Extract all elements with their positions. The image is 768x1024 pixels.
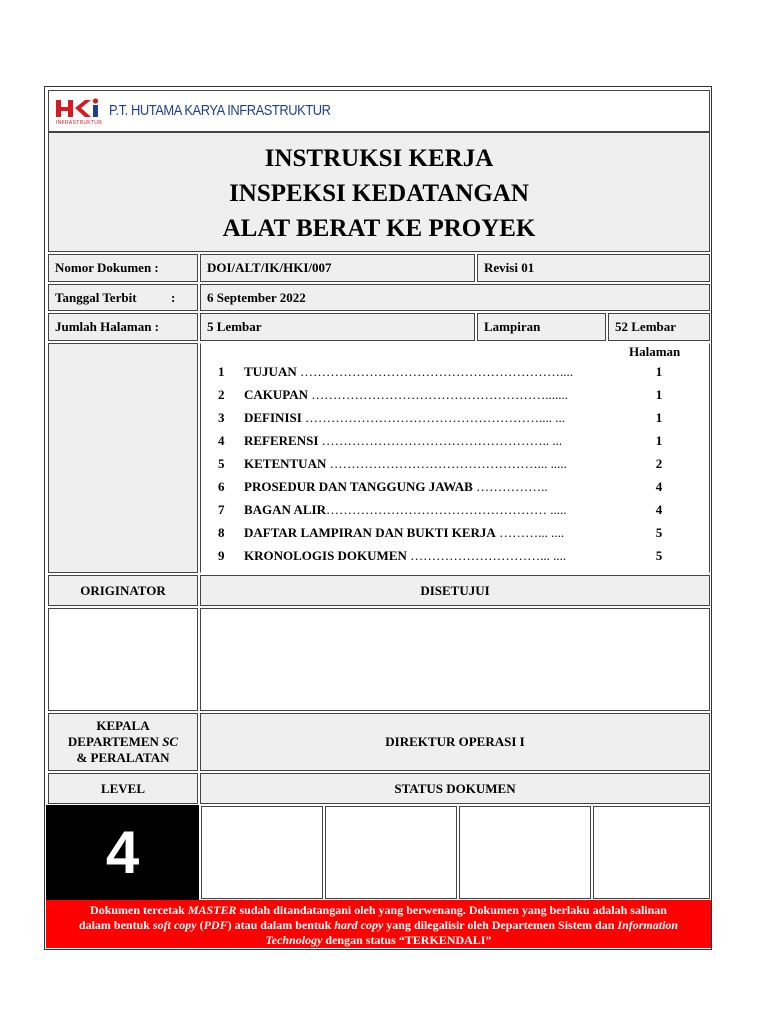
level-value-box [46,805,199,900]
disetujui-header: DISETUJUI [200,575,710,606]
toc-item-number: 1 [218,364,225,379]
toc-item-page: 4 [655,479,663,494]
toc-item-leader: …………….. [472,479,548,494]
revisi-value: Revisi 01 [477,254,710,282]
toc-item-leader: …………………………………………………….... [296,364,573,379]
jumlah-halaman-value: 5 Lembar [200,313,475,341]
level-header: LEVEL [48,773,198,804]
title-block [48,132,710,252]
toc-item-number: 8 [218,525,225,540]
originator-header: ORIGINATOR [48,575,198,606]
toc-item-number: 3 [218,410,225,425]
toc-page-header: Halaman [629,344,681,359]
toc-item-number: 5 [218,456,225,471]
toc-item-page: 2 [655,456,663,471]
toc-item-label: PROSEDUR DAN TANGGUNG JAWAB …………….. [244,479,548,494]
toc-item-leader: ……………………………………………….... ... [301,410,566,425]
toc-item-leader: …………………………………………… ..... [326,502,567,517]
toc-item [201,479,709,499]
company-logo [55,96,105,128]
title-line-1: INSTRUKSI KERJA [264,145,494,172]
toc-item-number: 6 [218,479,225,494]
footer-line-1: Dokumen tercetak MASTER sudah ditandatangani oleh yang berwenang. Dokumen yang berlaku adalah salinan [90,903,667,917]
toc-item [201,548,709,568]
status-dokumen-header: STATUS DOKUMEN [200,773,710,804]
toc-item-number: 4 [218,433,225,448]
title-line-2: INSPEKSI KEDATANGAN [229,180,529,207]
originator-role-line-1: KEPALA [96,718,150,733]
nomor-dokumen-label: Nomor Dokumen : [48,254,198,282]
status-box-1 [201,806,323,899]
toc-item-leader: …………………………... .... [406,548,567,563]
toc-item-label: CAKUPAN ………………………………………………....... [244,387,569,402]
toc-left-blank [48,343,198,573]
toc-item [201,410,709,430]
originator-role [48,713,198,771]
toc-item-label: BAGAN ALIR…………………………………………… ..... [244,502,567,517]
toc-item [201,433,709,453]
toc-item-leader: ………... .... [495,525,565,540]
document-notice-footer [46,900,711,948]
toc-list [201,364,709,564]
toc-item-number: 2 [218,387,225,402]
toc-item-leader: ………………………………………………....... [308,387,569,402]
toc-item-label: TUJUAN …………………………………………………….... [244,364,573,379]
status-box-4 [593,806,710,899]
tanggal-terbit-value: 6 September 2022 [200,284,710,311]
toc-item-leader: …………………………………………….. ... [318,433,563,448]
toc-item [201,387,709,407]
tanggal-terbit-colon: : [171,289,176,305]
title-line-3: ALAT BERAT KE PROYEK [222,215,536,242]
nomor-dokumen-value: DOI/ALT/IK/HKI/007 [200,254,475,282]
approver-signature-area [200,608,710,711]
lampiran-label: Lampiran [477,313,606,341]
toc-item [201,502,709,522]
toc-item-page: 5 [655,525,663,540]
toc-item-leader: …………………………………………... ..... [326,456,567,471]
originator-role-line-2: DEPARTEMEN SC [67,734,179,749]
logo-subtext: INFRASTRUKTUR [56,120,103,126]
toc-item-number: 9 [218,548,225,563]
originator-role-line-3: & PERALATAN [76,750,170,765]
footer-line-3: Technology dengan status “TERKENDALI” [265,933,492,947]
toc-item-label: DAFTAR LAMPIRAN DAN BUKTI KERJA ………... .... [244,525,565,540]
toc-item [201,456,709,476]
company-name: P.T. HUTAMA KARYA INFRASTRUKTUR [109,102,331,119]
jumlah-halaman-label: Jumlah Halaman : [48,313,198,341]
level-value: 4 [105,819,140,886]
originator-signature-area [48,608,198,711]
status-box-2 [325,806,457,899]
toc-item-page: 1 [655,433,663,448]
toc-item-page: 1 [655,387,663,402]
toc-item-label: REFERENSI …………………………………………….. ... [244,433,563,448]
toc-item [201,525,709,545]
toc-item-label: KETENTUAN …………………………………………... ..... [244,456,567,471]
toc-item [201,364,709,384]
footer-line-2: dalam bentuk soft copy (PDF) atau dalam bentuk hard copy yang dilegalisir oleh Departemen Sistem dan Information [78,918,679,932]
toc-item-page: 4 [655,502,663,517]
tanggal-terbit-text: Tanggal Terbit [55,289,137,305]
originator-role-sc: SC [162,734,179,749]
lampiran-value: 52 Lembar [608,313,710,341]
toc-item-page: 5 [655,548,663,563]
header-bar [48,90,710,132]
toc-item-page: 1 [655,410,663,425]
toc-item-label: DEFINISI ……………………………………………….... ... [244,410,566,425]
status-box-3 [459,806,591,899]
toc-item-number: 7 [218,502,225,517]
toc-item-label: KRONOLOGIS DOKUMEN …………………………... .... [244,548,567,563]
tanggal-terbit-label [48,284,198,311]
table-of-contents [200,343,710,573]
toc-item-page: 1 [655,364,663,379]
approver-role: DIREKTUR OPERASI I [200,713,710,771]
